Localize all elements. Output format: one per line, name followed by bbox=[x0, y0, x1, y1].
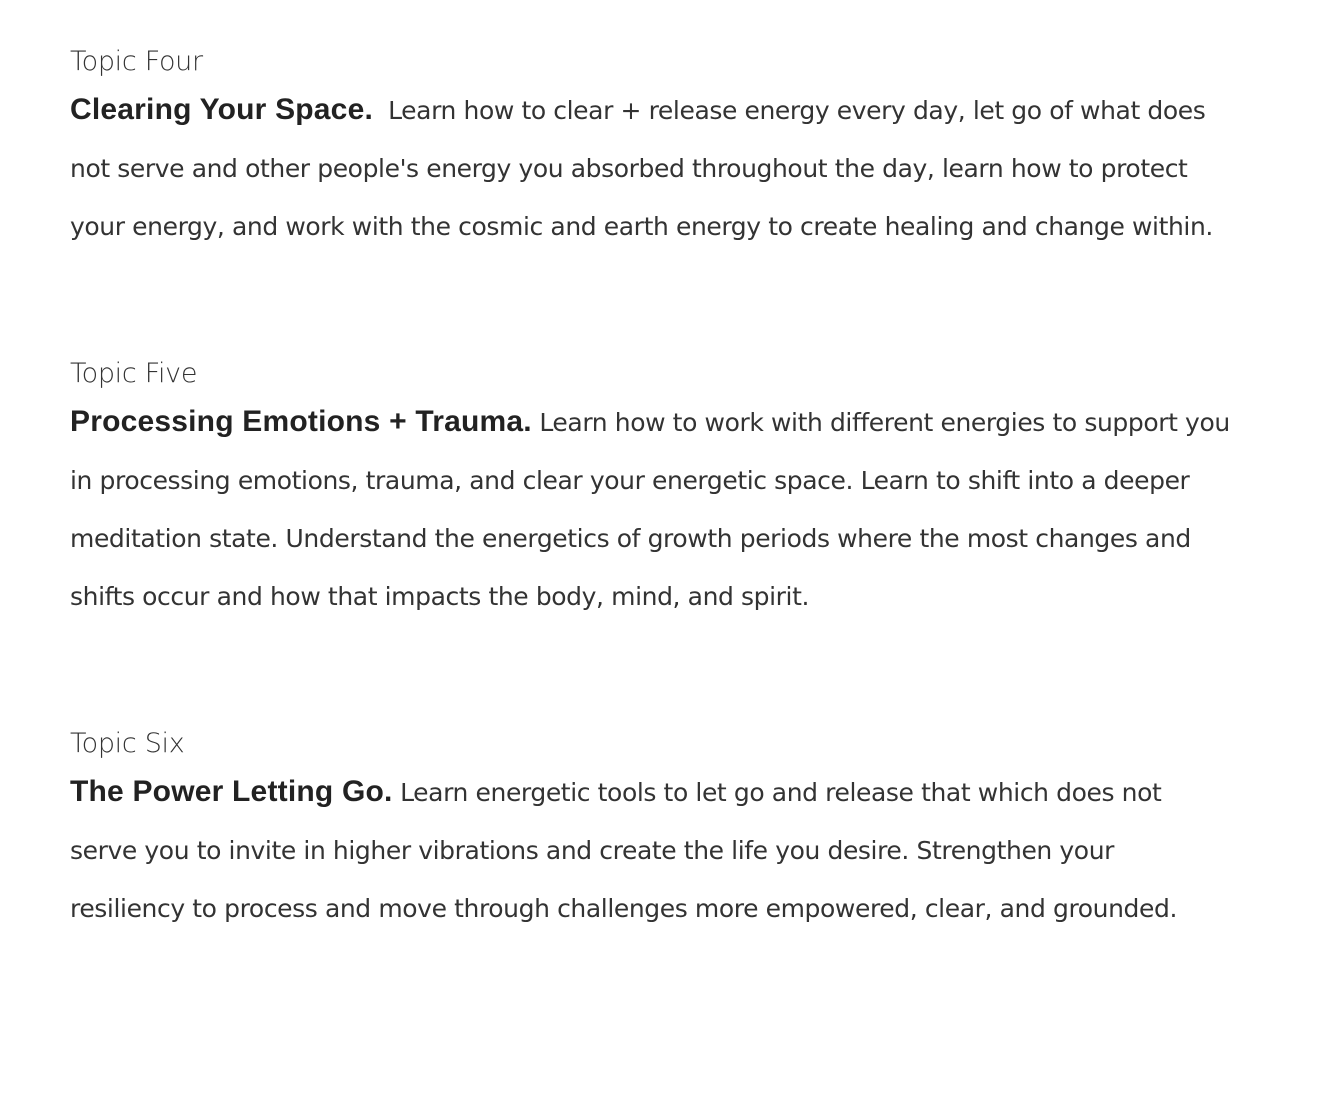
topic-description: Learn how to clear + release energy every day, let go of what does not serve and other people's energy you absorbed throughout the day, learn how to protect your energy, and work with the cosmic and earth energy to create healing and change within. bbox=[70, 96, 1213, 241]
topic-label: Topic Four bbox=[70, 46, 203, 77]
topic-body bbox=[70, 763, 1230, 938]
topic-six-section bbox=[70, 724, 1230, 938]
topics-content bbox=[70, 42, 1230, 938]
topic-body bbox=[70, 81, 1230, 256]
topic-label: Topic Five bbox=[70, 358, 198, 389]
topic-body bbox=[70, 393, 1230, 626]
topic-label: Topic Six bbox=[70, 728, 185, 759]
topic-five-section bbox=[70, 354, 1230, 626]
topic-title: The Power Letting Go. bbox=[70, 775, 393, 808]
topic-description: Learn energetic tools to let go and release that which does not serve you to invite in higher vibrations and create the life you desire. Strengthen your resiliency to process and move through challenges more empowered, clear, and grounded. bbox=[70, 778, 1178, 923]
topic-four-section bbox=[70, 42, 1230, 256]
topic-title: Clearing Your Space. bbox=[70, 93, 373, 126]
topic-description: Learn how to work with different energies to support you in processing emotions, trauma, and clear your energetic space. Learn to shift into a deeper meditation state. Understand the energetics of growth periods where the most changes and shifts occur and how that impacts the body, mind, and spirit. bbox=[70, 408, 1230, 611]
topic-title: Processing Emotions + Trauma. bbox=[70, 405, 532, 438]
